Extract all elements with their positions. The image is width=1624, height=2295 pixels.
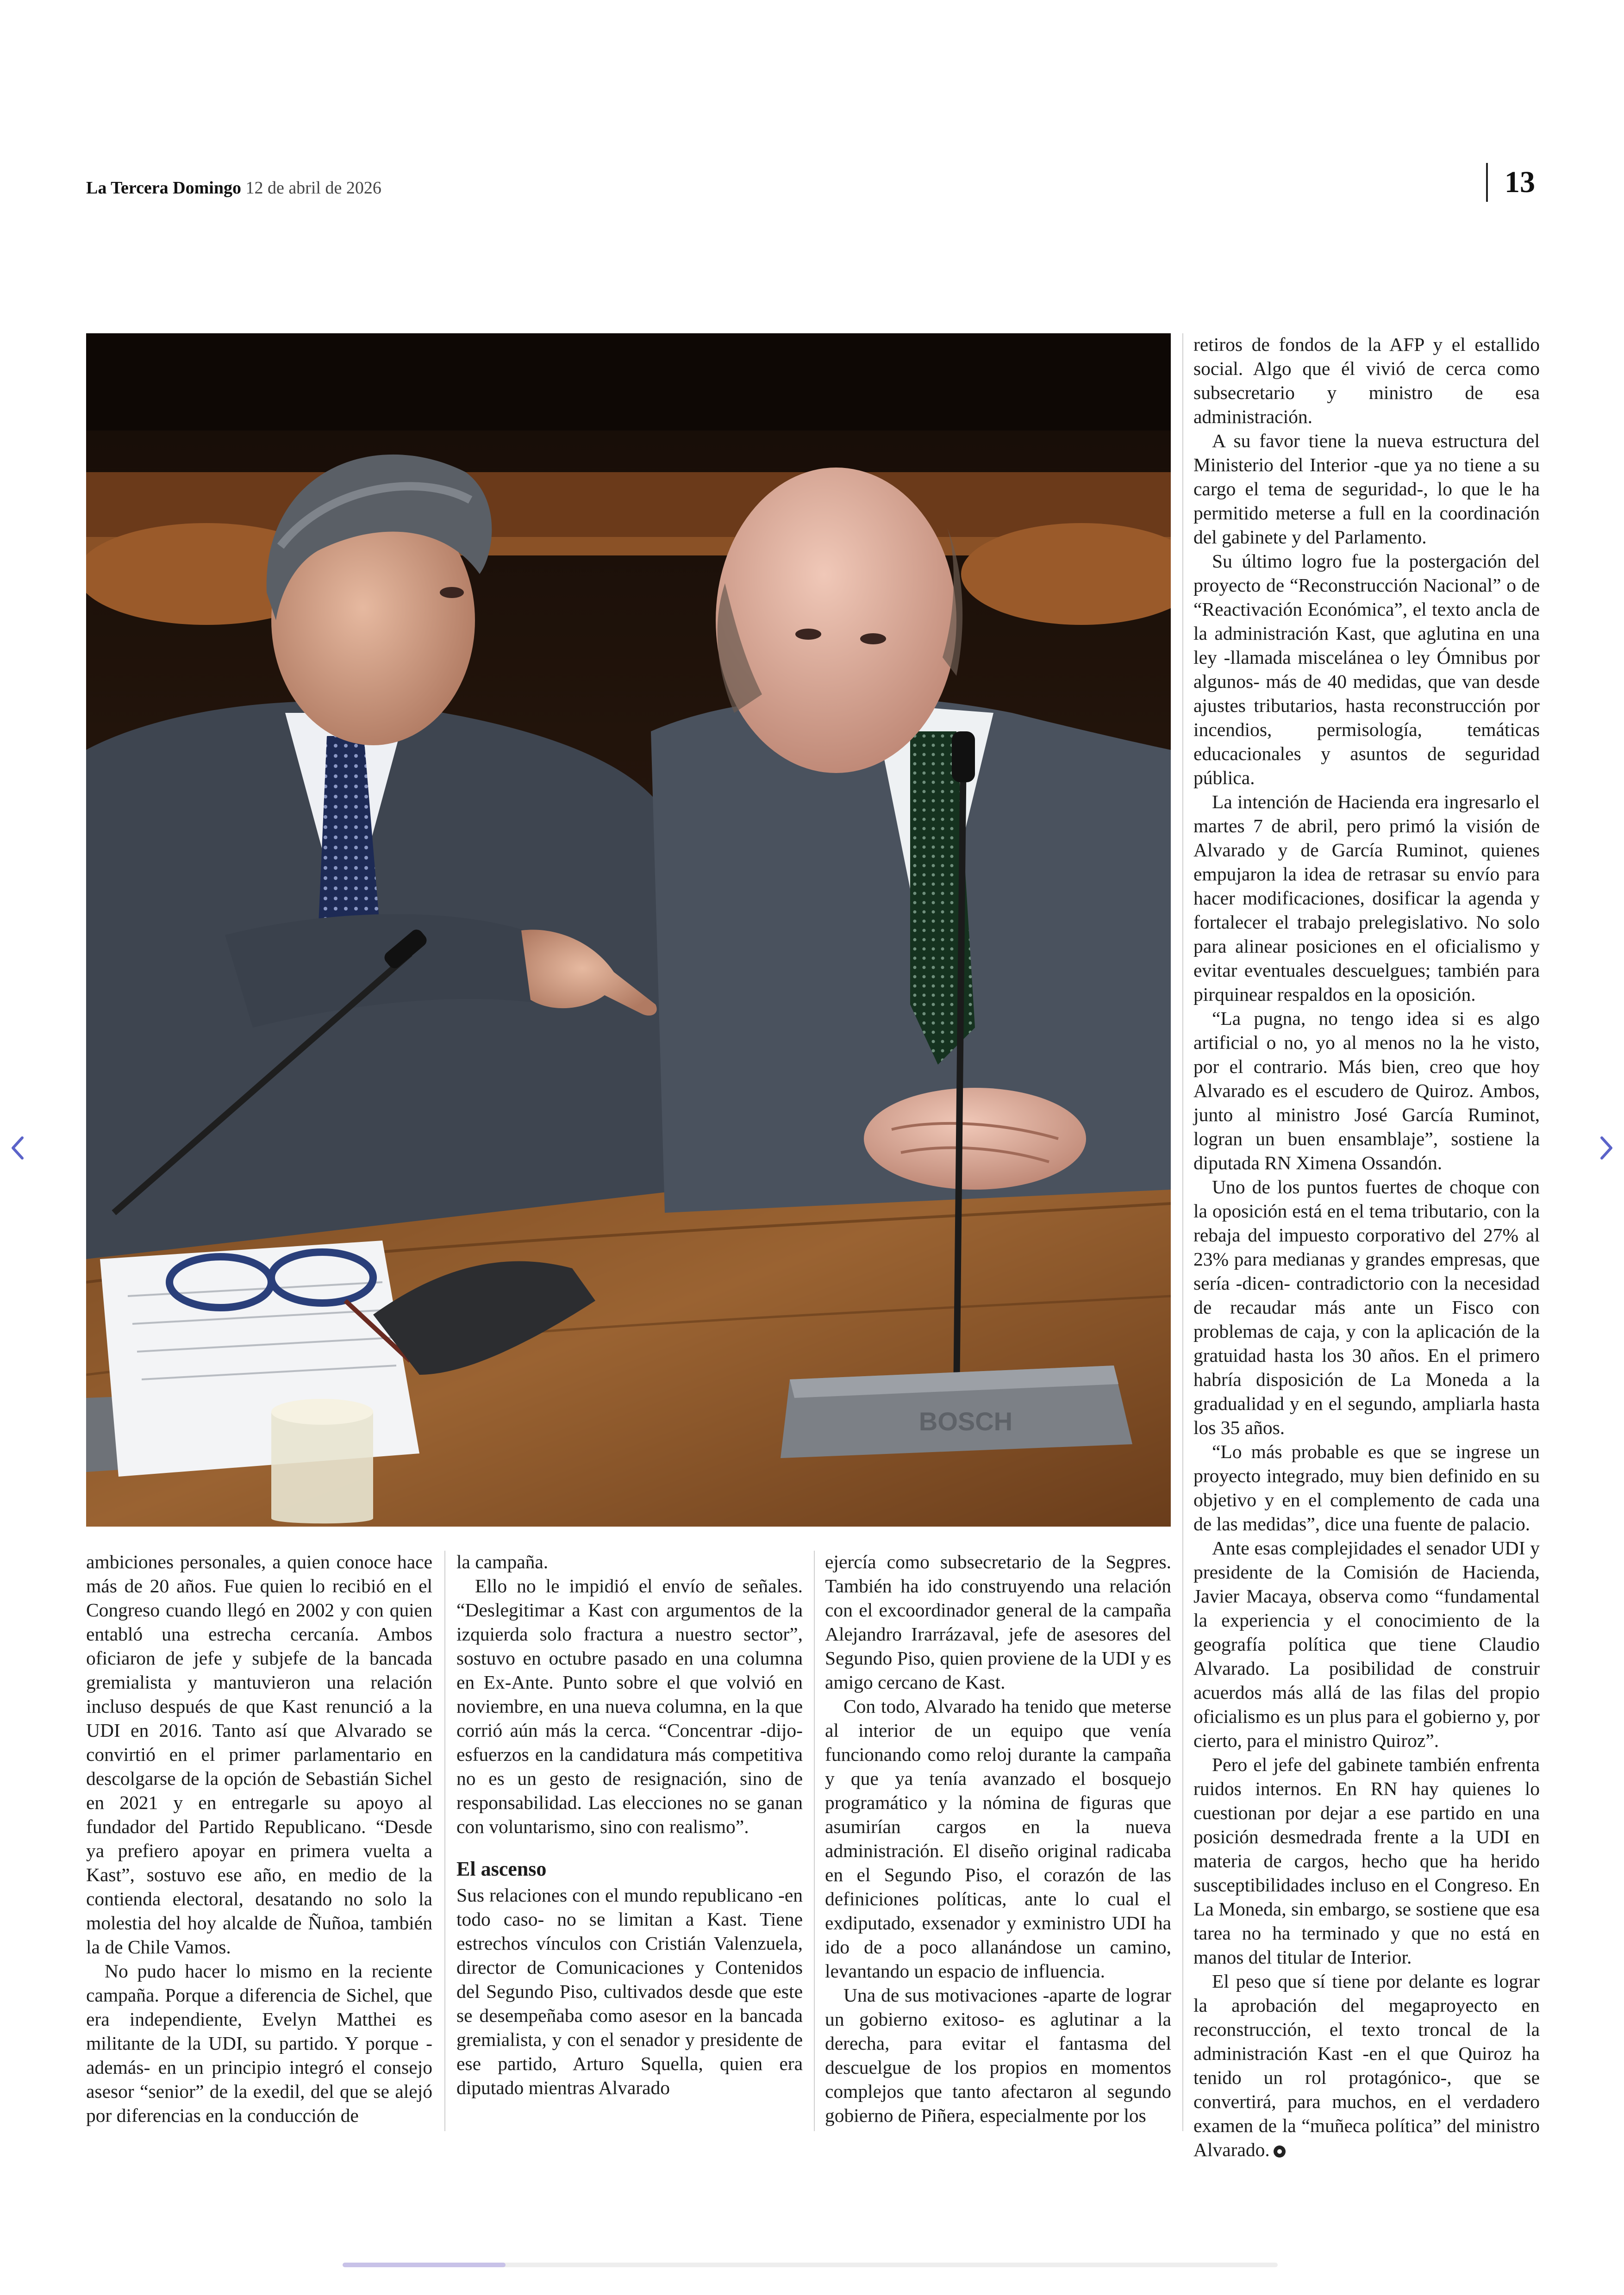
paragraph: Sus relaciones con el mundo republicano -en todo caso- no se limitan a Kast. Tiene estrechos vínculos con Cristián Valenzuela, director de Comunicaciones y Contenidos del Segundo Piso, cultivados desde que este se desempeñaba como asesor en la bancada gremialista, y con el senador y presidente de ese partido, Arturo Squella, quien era diputado mientras Alvarado — [456, 1884, 803, 2098]
previous-page-button[interactable] — [4, 1129, 31, 1166]
paragraph: La intención de Hacienda era ingresarlo el martes 7 de abril, pero primó la visión de Alvarado y de García Ruminot, quienes empujaron la idea de retrasar su envío para hacer modificaciones, dosificar la agenda y fortalecer el trabajo prelegislativo. No solo para alinear posiciones en el oficialismo y evitar eventuales descuelgues; también para pirquinear respaldos en la oposición. — [1193, 791, 1540, 1005]
scrollbar-thumb[interactable] — [343, 2263, 506, 2267]
paragraph: Una de sus motivaciones -aparte de lograr un gobierno exitoso- es aglutinar a la derecha, para evitar el fantasma del descuelgue de los propios en momentos complejos que tanto afectaron al segundo gobierno de Piñera, especialmente por los — [825, 1984, 1171, 2126]
paragraph: Con todo, Alvarado ha tenido que meterse al interior de un equipo que venía funcionando como reloj durante la campaña y que ya tenía avanzado el bosquejo programático y la nómina de figuras que asumirían cargos en la nueva administración. El diseño original radicaba en el Segundo Piso, el corazón de las definiciones políticas, ante lo cual el exdiputado, exsenador y exministro UDI ha ido de a poco allanándose un camino, levantando un espacio de influencia. — [825, 1696, 1171, 1982]
paragraph: Ello no le impidió el envío de señales. “Deslegitimar a Kast con argumentos de la izquierda solo fractura a nuestro sector”, sostuvo en octubre pasado en una columna en Ex-Ante. Punto sobre el que volvió en noviembre, en una nueva columna, en la que corrió aún más la cerca. “Concentrar -dijo- esfuerzos en la candidatura más competitiva no es un gesto de resignación, sino de responsabilidad. Las elecciones no se ganan con voluntarismo, sino con realismo”. — [456, 1575, 803, 1837]
article-column-1 — [86, 1550, 432, 2127]
paragraph: “La pugna, no tengo idea si es algo artificial o no, yo al menos no la he visto, por el contrario. Más bien, creo que hoy Alvarado es el escudero de Quiroz. Ambos, junto al ministro José García Ruminot, logran un buen ensamblaje”, sostiene la diputada RN Ximena Ossandón. — [1193, 1008, 1540, 1173]
section-heading: El ascenso — [456, 1858, 547, 1880]
chevron-right-icon — [1597, 1134, 1616, 1162]
microphone-brand-label: BOSCH — [918, 1407, 1013, 1436]
paragraph: la campaña. — [456, 1551, 549, 1572]
publication-name: La Tercera Domingo — [86, 178, 241, 198]
paragraph: Uno de los puntos fuertes de choque con la oposición está en el tema tributario, con la rebaja del impuesto corporativo del 27% al 23% para medianas y grandes empresas, que sería -dicen- contradictorio con la necesidad de recaudar más ante un Fisco con problemas de caja, y con la aplicación de la gratuidad hasta los 30 años. En el primero habría disposición de La Moneda a la gradualidad y en el segundo, ampliarla hasta los 35 años. — [1193, 1176, 1540, 1438]
article-column-4 — [1193, 332, 1540, 2162]
column-divider — [444, 1551, 445, 2131]
article-column-3 — [825, 1550, 1171, 2127]
paragraph: ambiciones personales, a quien conoce hace más de 20 años. Fue quien lo recibió en el Congreso cuando llegó en 2002 y con quien entabló una estrecha cercanía. Ambos oficiaron de jefe y subjefe de la bancada gremialista y mantuvieron una relación incluso después de que Kast renunció a la UDI en 2016. Tanto así que Alvarado se convirtió en el primer parlamentario en descolgarse de la opción de Sebastián Sichel en 2021 y en entregarle su apoyo al fundador del Partido Republicano. “Desde ya prefiero apoyar en primera vuelta a Kast”, sostuvo ese año, en medio de la contienda electoral, desatando no solo la molestia del hoy alcalde de Ñuñoa, también la de Chile Vamos. — [86, 1551, 432, 1958]
article-photo — [86, 333, 1171, 1527]
publication-date: 12 de abril de 2026 — [245, 178, 381, 198]
column-divider — [814, 1551, 815, 2131]
paragraph: Pero el jefe del gabinete también enfrenta ruidos internos. En RN hay quienes lo cuestionan por dejar a ese partido en una posición desmedrada frente a la UDI en materia de cargos, hecho que ha herido susceptibilidades incluso en el Congreso. En La Moneda, sin embargo, se sostiene que esa tarea no ha terminado y que no está en manos del titular de Interior. — [1193, 1754, 1540, 1968]
paragraph-text: El peso que sí tiene por delante es lograr la aprobación del megaproyecto en reconstrucción, el texto troncal de la administración Kast -en el que Quiroz ha tenido un rol protagónico-, que se convertirá, para muchos, en el verdadero examen de la “muñeca política” del ministro Alvarado. — [1193, 1971, 1540, 2160]
paragraph: “Lo más probable es que se ingrese un proyecto integrado, muy bien definido en su objetivo y en el complemento de cada una de las medidas”, dice una fuente de palacio. — [1193, 1441, 1540, 1534]
paragraph: retiros de fondos de la AFP y el estallido social. Algo que él vivió de cerca como subsecretario y ministro de esa administración. — [1193, 334, 1540, 427]
paragraph: ejercía como subsecretario de la Segpres. También ha ido construyendo una relación con el excoordinador general de la campaña Alejandro Irarrázaval, jefe de asesores del Segundo Piso, quien proviene de la UDI y es amigo cercano de Kast. — [825, 1551, 1171, 1693]
paragraph: No pudo hacer lo mismo en la reciente campaña. Porque a diferencia de Sichel, que era independiente, Evelyn Matthei es militante de la UDI, su partido. Y porque -además- en un principio integró el consejo asesor “senior” de la exedil, del que se alejó por diferencias en la conducción de — [86, 1960, 432, 2126]
chevron-left-icon — [8, 1134, 27, 1162]
column-divider — [1182, 333, 1183, 2131]
page-number-block — [1486, 163, 1535, 202]
page-header — [86, 178, 381, 198]
paragraph — [1193, 1969, 1540, 2162]
paragraph: Su último logro fue la postergación del proyecto de “Reconstrucción Nacional” o de “Reactivación Económica”, el texto ancla de la administración Kast, que aglutina en una ley -llamada miscelánea o ley Ómnibus por algunos- más de 40 medidas, que van desde ajustes tributarios, hasta reconstrucción por incendios, permisología, temáticas educacionales y asuntos de seguridad pública. — [1193, 550, 1540, 788]
next-page-button[interactable] — [1593, 1129, 1620, 1166]
article-column-2 — [456, 1550, 803, 2100]
end-mark-icon — [1274, 2145, 1286, 2158]
paragraph: A su favor tiene la nueva estructura del Ministerio del Interior -que ya no tiene a su cargo el tema de seguridad-, lo que le ha permitido meterse a full en la coordinación del gabinete y del Parlamento. — [1193, 430, 1540, 548]
paragraph: Ante esas complejidades el senador UDI y presidente de la Comisión de Hacienda, Javier Macaya, observa como “fundamental la experiencia y el conocimiento de la geografía política que tiene Claudio Alvarado. La posibilidad de construir acuerdos más allá de las filas del propio oficialismo es un plus para el gobierno y, por cierto, para el ministro Quiroz”. — [1193, 1537, 1540, 1751]
page-scrollbar[interactable] — [343, 2263, 1278, 2267]
page-number: 13 — [1505, 165, 1535, 199]
